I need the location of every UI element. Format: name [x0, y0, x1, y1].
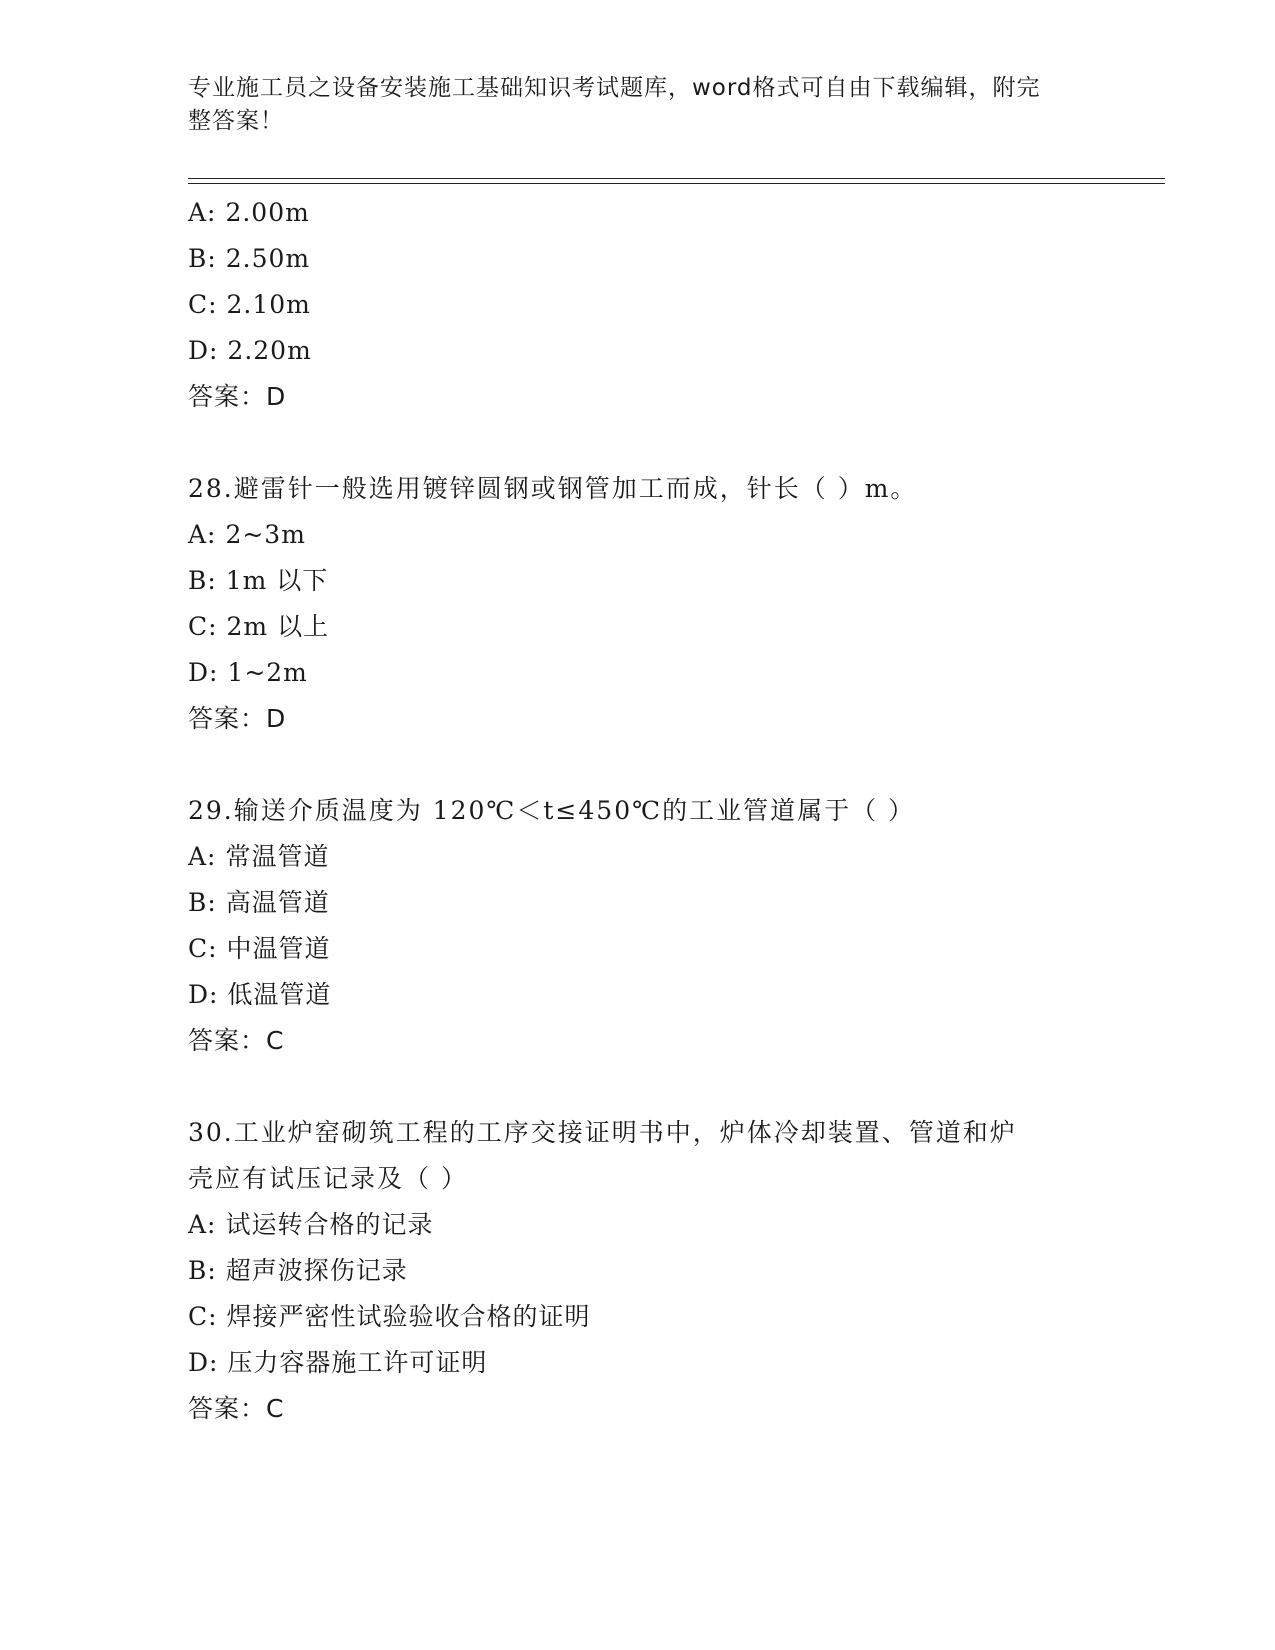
spacer [188, 742, 1088, 788]
option-b: B: 超声波探伤记录 [188, 1256, 408, 1285]
option-a: A: 2~3m [188, 520, 306, 549]
spacer [188, 420, 1088, 466]
question-28 [188, 466, 1088, 742]
question-27 [188, 190, 1088, 420]
header-line-1: 专业施工员之设备安装施工基础知识考试题库，word格式可自由下载编辑，附完 [188, 75, 1041, 101]
option-b: B: 2.50m [188, 244, 311, 273]
option-d: D: 压力容器施工许可证明 [188, 1348, 488, 1377]
header-divider-top [188, 178, 1165, 179]
option-b: B: 高温管道 [188, 888, 330, 917]
header-line-2: 整答案！ [188, 108, 284, 134]
option-d: D: 1~2m [188, 658, 308, 687]
option-b: B: 1m 以下 [188, 566, 329, 595]
question-stem-line-1: 30.工业炉窑砌筑工程的工序交接证明书中，炉体冷却装置、管道和炉 [188, 1118, 1017, 1147]
option-d: D: 2.20m [188, 336, 312, 365]
option-c: C: 2m 以上 [188, 612, 330, 641]
question-stem: 29.输送介质温度为 120℃＜t≤450℃的工业管道属于（ ） [188, 796, 916, 825]
option-a: A: 试运转合格的记录 [188, 1210, 434, 1239]
document-header [188, 72, 1068, 138]
header-divider-bottom [188, 183, 1165, 184]
option-a: A: 常温管道 [188, 842, 330, 871]
spacer [188, 1064, 1088, 1110]
question-stem: 28.避雷针一般选用镀锌圆钢或钢管加工而成，针长（ ）m。 [188, 474, 918, 503]
option-c: C: 2.10m [188, 290, 311, 319]
option-d: D: 低温管道 [188, 980, 332, 1009]
answer-line: 答案：C [188, 1026, 285, 1055]
question-30 [188, 1110, 1088, 1432]
question-list [188, 190, 1088, 1432]
answer-line: 答案：C [188, 1394, 285, 1423]
question-stem-line-2: 壳应有试压记录及（ ） [188, 1164, 468, 1193]
option-a: A: 2.00m [188, 198, 310, 227]
question-29 [188, 788, 1088, 1064]
answer-line: 答案：D [188, 382, 287, 411]
answer-line: 答案：D [188, 704, 287, 733]
option-c: C: 焊接严密性试验验收合格的证明 [188, 1302, 591, 1331]
option-c: C: 中温管道 [188, 934, 331, 963]
